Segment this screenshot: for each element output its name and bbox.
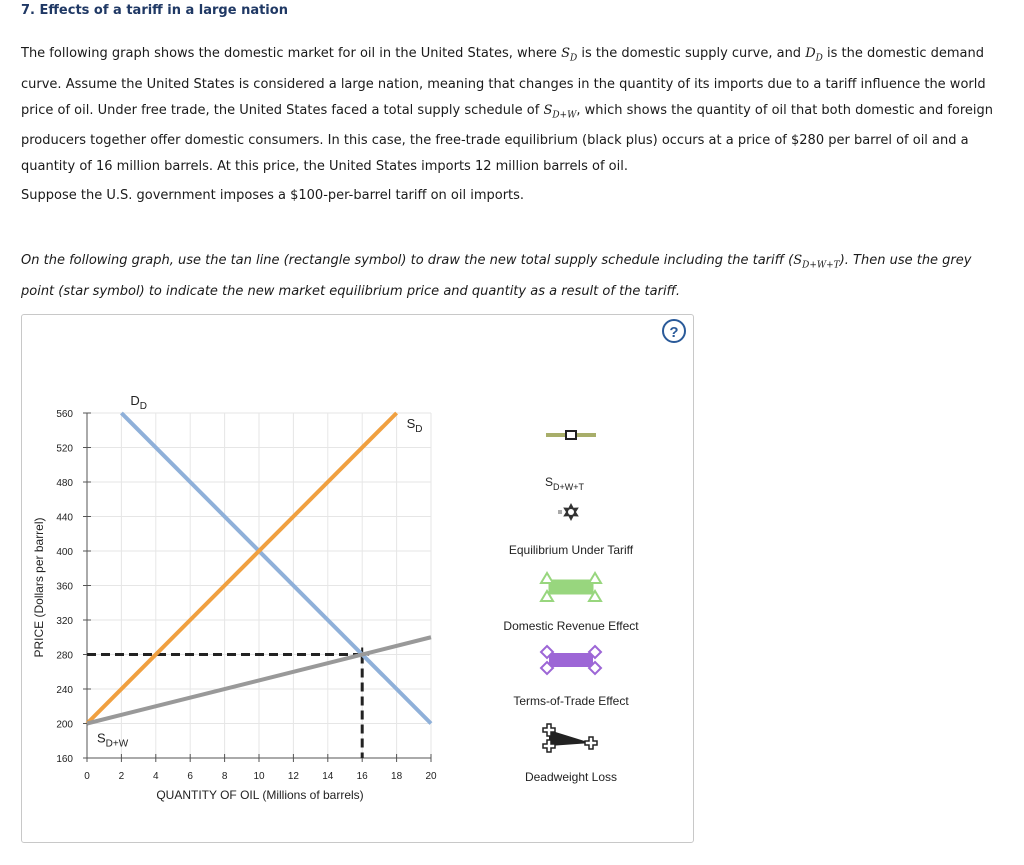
y-tick-label-520: 520 (56, 443, 73, 455)
intro-text-1: The following graph shows the domestic market for oil in the United States, where (21, 46, 557, 61)
tan-line-label: $S_{D+W+T}$ (545, 475, 585, 492)
sdwt-symbol: $S_{D+W+T}$ (793, 253, 840, 271)
question-title: 7. Effects of a tariff in a large nation (21, 3, 288, 18)
instruction-text-2: ). Then use the grey point (star symbol) to indicate the new market equilibrium price and quantity as a result of the tariff. (21, 253, 972, 299)
rectangle-icon (566, 431, 576, 439)
series-label-sdw: $S_{D+W}$ (97, 730, 129, 750)
triangle-icon-1 (589, 573, 601, 583)
palette-label-domestic-revenue: Domestic Revenue Effect (503, 619, 639, 633)
sdw-symbol: $S_{D+W}$ (543, 102, 577, 121)
x-tick-label-14: 14 (322, 771, 334, 782)
x-tick-label-18: 18 (391, 771, 403, 782)
y-tick-label-240: 240 (56, 685, 73, 696)
chart-axes (32, 409, 437, 802)
y-tick-label-200: 200 (56, 719, 73, 731)
star-icon-center (568, 509, 574, 515)
series-label-dd: $D_D$ (130, 393, 148, 412)
x-axis-label: QUANTITY OF OIL (Millions of barrels) (156, 788, 364, 802)
palette-label-terms-of-trade: Terms-of-Trade Effect (513, 694, 629, 708)
tariff-paragraph: Suppose the U.S. government imposes a $100-per-barrel tariff on oil imports. (21, 188, 525, 203)
x-tick-label-16: 16 (356, 771, 368, 782)
dd-symbol: $D_D$ (805, 46, 823, 64)
x-tick-label-20: 20 (425, 771, 437, 782)
intro-text-4: , which shows the quantity of oil that both domestic and foreign producers together offer domestic consumers. In this case, the free-trade equilibrium (black plus) occurs at a price of $280 per barrel of oil and a quantity of 16 million barrels. At this price, the United States imports 12 million barrels of oil. (21, 102, 994, 175)
x-tick-label-8: 8 (221, 771, 228, 782)
grey-point-swatch (558, 510, 562, 514)
y-tick-label-160: 160 (56, 754, 73, 765)
green-rectangle-tool[interactable] (549, 580, 593, 594)
y-axis-label: PRICE (Dollars per barrel) (32, 517, 46, 658)
palette-label-deadweight-loss: Deadweight Loss (524, 770, 618, 784)
y-tick-label-400: 400 (56, 547, 73, 558)
series-line-s-d (87, 413, 397, 724)
y-tick-label-480: 480 (56, 478, 73, 489)
intro-text-3: is the domestic demand curve. Assume the United States is considered a large nation, meaning that changes in the quantity of its imports due to a tariff influence the world price of oil. Under free trade, the United States faced a total supply schedule of (21, 46, 986, 118)
y-tick-label-320: 320 (56, 616, 73, 627)
cross-icon-2 (585, 737, 597, 749)
series-label-sd: $S_D$ (406, 416, 423, 435)
instruction-text-1: On the following graph, use the tan line (rectangle symbol) to draw the new total supply schedule including the tariff ( (21, 253, 794, 268)
chart-labels (97, 393, 423, 750)
palette-label-equilibrium: Equilibrium Under Tariff (508, 543, 634, 557)
x-tick-label-12: 12 (287, 771, 299, 782)
help-button[interactable]: ? (662, 319, 686, 343)
y-tick-label-560: 560 (56, 409, 73, 420)
x-tick-label-0: 0 (84, 771, 90, 782)
x-tick-label-4: 4 (153, 771, 159, 782)
intro-text-2: is the domestic supply curve, and (581, 46, 802, 61)
sd-symbol: $S_D$ (561, 46, 578, 64)
y-tick-label-440: 440 (56, 512, 73, 524)
x-tick-label-2: 2 (118, 771, 125, 782)
purple-rectangle-tool[interactable] (549, 653, 593, 667)
x-tick-label-6: 6 (187, 771, 193, 782)
x-tick-label-10: 10 (253, 771, 265, 782)
y-tick-label-280: 280 (56, 650, 73, 662)
y-tick-label-360: 360 (56, 581, 73, 593)
chart-grid (87, 413, 431, 758)
tool-palette (503, 431, 639, 784)
triangle-icon-0 (541, 573, 553, 583)
